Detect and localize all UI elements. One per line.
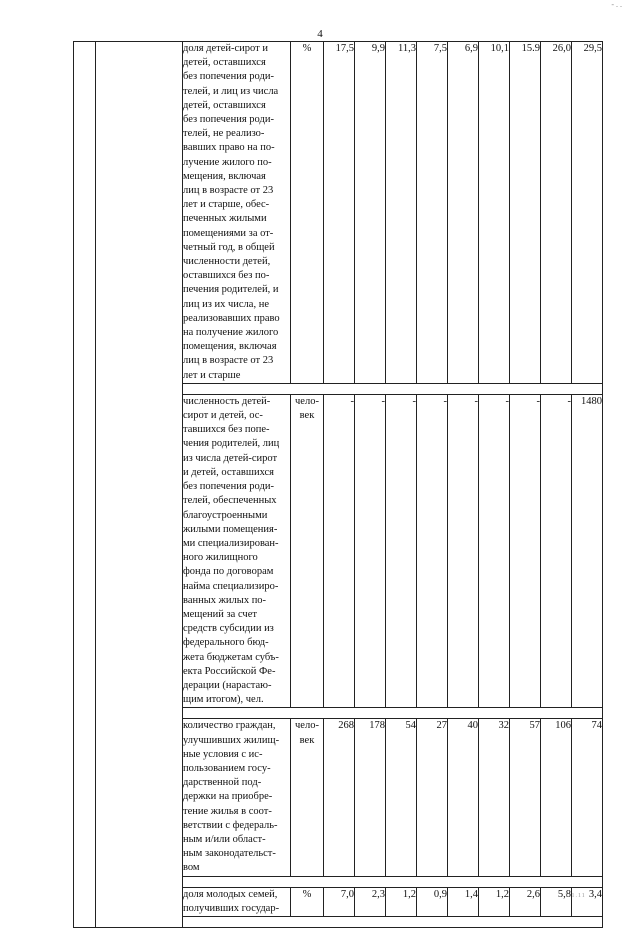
indicator-name-cell <box>183 887 291 916</box>
text-line: численности детей, <box>183 256 271 268</box>
value-cell: 3,4 <box>572 887 603 916</box>
text-line: численность детей- <box>183 395 271 407</box>
value-cell: - <box>386 394 417 707</box>
value-cell: 29,5 <box>572 42 603 384</box>
value-cell: 54 <box>386 719 417 876</box>
value-cell: 5,8 <box>541 887 572 916</box>
value-cell: - <box>417 394 448 707</box>
text-line: ного жилищного <box>183 552 258 564</box>
indicator-name-cell <box>183 719 291 876</box>
value-cell: 1,2 <box>386 887 417 916</box>
text-line: тавшихся без попе- <box>183 424 270 436</box>
text-line: найма специализиро- <box>183 580 279 592</box>
text-line: без попечения роди- <box>183 114 274 126</box>
text-line: детей, оставшихся <box>183 57 266 69</box>
text-line: телей, не реализо- <box>183 128 265 140</box>
text-line: помещениями за от- <box>183 227 274 239</box>
text-line: без попечения роди- <box>183 481 274 493</box>
indicator-name-cell <box>183 42 291 384</box>
value-cell: 6,9 <box>448 42 479 384</box>
text-line: лет и старше, обес- <box>183 199 270 211</box>
text-line: ные условия с ис- <box>183 748 263 760</box>
value-cell: 27 <box>417 719 448 876</box>
text-line: печенных жилыми <box>183 213 267 225</box>
value-cell: 10,1 <box>479 42 510 384</box>
text-line: из числа детей-сирот <box>183 452 278 464</box>
value-cell: - <box>448 394 479 707</box>
text-line: сирот и детей, ос- <box>183 410 263 422</box>
text-line: лиц в возрасте от 23 <box>183 355 274 367</box>
indicator-table <box>73 41 603 928</box>
text-line: вавших право на по- <box>183 142 275 154</box>
text-line: оставшихся без по- <box>183 270 270 282</box>
value-cell: 0,9 <box>417 887 448 916</box>
text-line: средств субсидии из <box>183 623 274 635</box>
text-line: получивших государ- <box>183 902 280 914</box>
text-line: чения родителей, лиц <box>183 438 280 450</box>
value-cell: 1,2 <box>479 887 510 916</box>
text-line: реализовавших право <box>183 312 280 324</box>
value-cell: - <box>355 394 386 707</box>
text-line: лет и старше <box>183 369 241 381</box>
value-cell: 1,4 <box>448 887 479 916</box>
number-column-cell <box>74 42 96 928</box>
text-line: ным и/или област- <box>183 833 266 845</box>
text-line: ветствии с федераль- <box>183 819 278 831</box>
value-cell: 11,3 <box>386 42 417 384</box>
text-line: % <box>302 888 312 900</box>
value-cell: 1480 <box>572 394 603 707</box>
text-line: жета бюджетам субъ- <box>183 651 279 663</box>
program-name-column-cell <box>96 42 183 928</box>
value-cell: - <box>324 394 355 707</box>
text-line: улучшивших жилищ- <box>183 734 280 746</box>
value-cell: 2,6 <box>510 887 541 916</box>
text-line: чело- <box>295 395 319 407</box>
page-number: 4 <box>317 28 323 40</box>
table-row <box>74 42 603 384</box>
value-cell: 268 <box>324 719 355 876</box>
text-line: лучение жилого по- <box>183 156 272 168</box>
value-cell: 40 <box>448 719 479 876</box>
value-cell: 32 <box>479 719 510 876</box>
text-line: мещений за счет <box>183 608 257 620</box>
text-line: ным законодательст- <box>183 848 276 860</box>
text-line: фонда по договорам <box>183 566 274 578</box>
unit-cell <box>291 719 324 876</box>
value-cell: 74 <box>572 719 603 876</box>
text-line: дарственной под- <box>183 777 262 789</box>
value-cell: 15.9 <box>510 42 541 384</box>
value-cell: 106 <box>541 719 572 876</box>
text-line: екта Российской Фе- <box>183 665 276 677</box>
value-cell: 7,0 <box>324 887 355 916</box>
text-line: федерального бюд- <box>183 637 269 649</box>
text-line: дерации (нарастаю- <box>183 679 272 691</box>
text-line: печения родителей, и <box>183 284 279 296</box>
text-line: телей, и лиц из числа <box>183 85 279 97</box>
indicator-name-cell <box>183 394 291 707</box>
text-line: доля детей-сирот и <box>183 43 268 54</box>
text-line: благоустроенными <box>183 509 268 521</box>
text-line: тение жилья в соот- <box>183 805 272 817</box>
value-cell: 17,5 <box>324 42 355 384</box>
text-line: мещения, включая <box>183 170 266 182</box>
text-line: доля молодых семей, <box>183 888 278 900</box>
value-cell: 57 <box>510 719 541 876</box>
unit-cell <box>291 42 324 384</box>
text-line: век <box>299 734 315 746</box>
value-cell: 2,3 <box>355 887 386 916</box>
text-line: вом <box>183 862 200 874</box>
footer-mark: 1.1.11 <box>565 893 586 899</box>
text-line: держки на приобре- <box>183 791 273 803</box>
text-line: на получение жилого <box>183 327 279 339</box>
value-cell: - <box>479 394 510 707</box>
text-line: жилыми помещения- <box>183 523 278 535</box>
text-line: лиц в возрасте от 23 <box>183 185 274 197</box>
text-line: лиц из их числа, не <box>183 298 269 310</box>
text-line: детей, оставшихся <box>183 99 266 111</box>
unit-cell <box>291 887 324 916</box>
value-cell: 9,9 <box>355 42 386 384</box>
text-line: количество граждан, <box>183 720 276 732</box>
unit-cell <box>291 394 324 707</box>
text-line: без попечения роди- <box>183 71 274 83</box>
text-line: четный год, в общей <box>183 241 275 253</box>
text-line: помещения, включая <box>183 341 277 353</box>
text-line: век <box>299 410 315 422</box>
text-line: ми специализирован- <box>183 537 279 549</box>
value-cell: - <box>541 394 572 707</box>
value-cell: 7,5 <box>417 42 448 384</box>
text-line: % <box>302 43 312 54</box>
text-line: чело- <box>295 720 319 732</box>
text-line: щим итогом), чел. <box>183 694 264 706</box>
text-line: и детей, оставшихся <box>183 466 275 478</box>
value-cell: 26,0 <box>541 42 572 384</box>
text-line: ванных жилых по- <box>183 594 267 606</box>
corner-mark: - . . <box>611 0 622 9</box>
text-line: пользованием госу- <box>183 762 271 774</box>
value-cell: 178 <box>355 719 386 876</box>
value-cell: - <box>510 394 541 707</box>
text-line: телей, обеспеченных <box>183 495 277 507</box>
